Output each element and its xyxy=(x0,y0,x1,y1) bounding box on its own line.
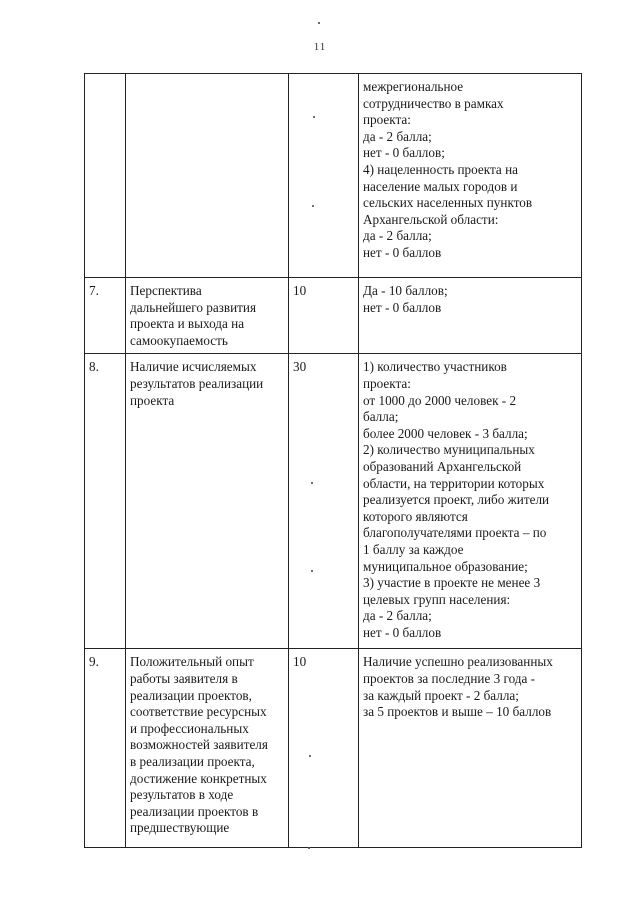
description-line: более 2000 человек - 3 балла; xyxy=(363,425,528,441)
description-line: муниципальное образование; xyxy=(363,558,528,574)
description-line: за 5 проектов и выше – 10 баллов xyxy=(363,704,552,720)
criterion-line: работы заявителя в xyxy=(130,670,238,686)
cell-scoring-description xyxy=(359,354,582,649)
cell-max-score: 10 xyxy=(289,278,359,354)
criterion-line: проекта и выхода на xyxy=(130,316,245,332)
description-line: целевых групп населения: xyxy=(363,591,511,607)
description-line: проекта: xyxy=(363,112,411,128)
scan-speck xyxy=(313,116,315,118)
cell-scoring-description xyxy=(359,74,582,278)
description-line: нет - 0 баллов xyxy=(363,299,442,315)
criterion-line: Наличие исчисляемых xyxy=(130,359,257,375)
description-line: 3) участие в проекте не менее 3 xyxy=(363,575,541,591)
cell-criterion xyxy=(126,649,289,848)
description-line: сотрудничество в рамках xyxy=(363,95,504,111)
description-line: нет - 0 баллов; xyxy=(363,145,445,161)
description-line: балла; xyxy=(363,409,399,425)
description-line: реализуется проект, либо жители xyxy=(363,492,550,508)
cell-number: 7. xyxy=(85,278,126,354)
criterion-line: предшествующие xyxy=(130,820,230,836)
table-row-continued xyxy=(85,74,582,278)
criterion-line: результатов реализации xyxy=(130,375,264,391)
description-line: нет - 0 баллов xyxy=(363,244,442,260)
scan-speck xyxy=(318,22,320,24)
page-number: 11 xyxy=(313,41,327,53)
scan-speck xyxy=(309,755,311,757)
description-line: благополучателями проекта – по xyxy=(363,525,547,541)
cell-criterion xyxy=(126,354,289,649)
cell-max-score: 30 xyxy=(289,354,359,649)
criterion-line: соответствие ресурсных xyxy=(130,704,267,720)
cell-scoring-description xyxy=(359,649,582,848)
description-line: 1) количество участников xyxy=(363,359,507,375)
description-line: Архангельской области: xyxy=(363,211,499,227)
criterion-line: проекта xyxy=(130,392,175,408)
criterion-line: Перспектива xyxy=(130,283,202,298)
description-line: Да - 10 баллов; xyxy=(363,283,448,298)
cell-number: 8. xyxy=(85,354,126,649)
cell-scoring-description xyxy=(359,278,582,354)
cell-max-score xyxy=(289,74,359,278)
description-line: области, на территории которых xyxy=(363,475,545,491)
description-line: население малых городов и xyxy=(363,178,518,194)
criterion-line: в реализации проекта, xyxy=(130,753,255,769)
cell-number: 9. xyxy=(85,649,126,848)
criterion-line: и профессиональных xyxy=(130,720,249,736)
scan-speck xyxy=(311,570,313,572)
description-line: сельских населенных пунктов xyxy=(363,195,533,211)
scan-speck xyxy=(312,205,314,207)
criterion-line: Положительный опыт xyxy=(130,654,254,670)
description-line: межрегиональное xyxy=(363,79,464,94)
description-line: 4) нацеленность проекта на xyxy=(363,161,518,177)
description-line: да - 2 балла; xyxy=(363,608,432,624)
description-line: которого являются xyxy=(363,508,468,524)
description-line: проектов за последние 3 года - xyxy=(363,670,536,686)
criterion-line: реализации проектов в xyxy=(130,803,259,819)
criterion-line: дальнейшего развития xyxy=(130,299,257,315)
description-line: 2) количество муниципальных xyxy=(363,442,535,458)
description-line: проекта: xyxy=(363,375,411,391)
table-row-7 xyxy=(85,278,582,354)
description-line: 1 баллу за каждое xyxy=(363,541,464,557)
scan-speck xyxy=(308,847,310,849)
cell-number xyxy=(85,74,126,278)
cell-criterion xyxy=(126,278,289,354)
cell-max-score: 10 xyxy=(289,649,359,848)
description-line: да - 2 балла; xyxy=(363,128,432,144)
description-line: за каждый проект - 2 балла; xyxy=(363,687,519,703)
criterion-line: самоокупаемость xyxy=(130,332,228,348)
criterion-line: возможностей заявителя xyxy=(130,737,268,753)
description-line: Наличие успешно реализованных xyxy=(363,654,553,670)
criteria-table xyxy=(84,73,582,848)
description-line: образований Архангельской xyxy=(363,458,522,474)
cell-criterion xyxy=(126,74,289,278)
criterion-line: реализации проектов, xyxy=(130,687,252,703)
table-row-9 xyxy=(85,649,582,848)
description-line: нет - 0 баллов xyxy=(363,624,442,640)
description-line: от 1000 до 2000 человек - 2 xyxy=(363,392,517,408)
table-row-8 xyxy=(85,354,582,649)
criterion-line: достижение конкретных xyxy=(130,770,267,786)
description-line: да - 2 балла; xyxy=(363,228,432,244)
criterion-line: результатов в ходе xyxy=(130,787,234,803)
scan-speck xyxy=(311,482,313,484)
